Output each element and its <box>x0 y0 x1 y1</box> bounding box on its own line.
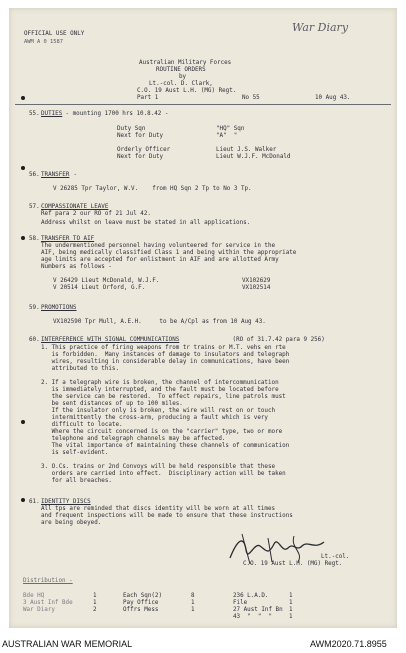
personnel-entry: V 26429 Lieut McDonald, W.J.F. <box>53 278 160 284</box>
para-line: the service can be restored. To effect repairs, line patrols must <box>41 394 286 400</box>
distribution-cell: 236 L.A.D. <box>233 593 269 599</box>
distribution-cell: 2 <box>93 607 97 613</box>
para-line: 2. If a telegraph wire is broken, the channel of intercommunication <box>41 380 279 386</box>
para-line: Where the circuit concerned is on the "carrier" type, two or more <box>41 429 283 435</box>
header-line: by <box>179 74 187 80</box>
personnel-entry: V 20514 Lieut Orford, G.F. <box>53 285 146 291</box>
item-text: and frequent inspections will be made to ensure that these instructions <box>41 513 293 519</box>
duty-value: Lieut W.J.F. McDonald <box>216 154 291 160</box>
duty-value: "A" " <box>216 133 238 139</box>
distribution-cell: 1 <box>289 607 293 613</box>
distribution-cell: 3 Aust Inf Bde <box>23 600 73 606</box>
item-text: are being obeyed. <box>41 520 102 526</box>
item-text: VX102590 Tpr Mull, A.E.H. to be A/Cpl as from 10 Aug 43. <box>53 319 266 325</box>
distribution-cell: Each Sqn(2) <box>123 593 163 599</box>
para-line: orders are carried into effect. Disciplinary action will be taken <box>41 471 286 477</box>
item-text: (RO of 31.7.42 para 9 256) <box>229 337 325 343</box>
handwritten-note: War Diary <box>292 21 349 34</box>
item-text: V 26285 Tpr Taylor, W.V. from HQ Sqn 2 Tp to No 3 Tp. <box>53 186 252 192</box>
item-number: 55. <box>29 111 40 117</box>
distribution-title: Distribution - <box>23 578 73 584</box>
item-text: - <box>70 172 78 178</box>
signatory-unit: C.O. 19 Aust L.H. (MG) Regt. <box>243 561 343 567</box>
item-number: 59. <box>29 305 40 311</box>
personnel-number: VX102514 <box>242 285 271 291</box>
header-rule <box>15 104 391 105</box>
duty-label: Duty Sqn <box>117 126 146 132</box>
distribution-cell: 1 <box>191 600 195 606</box>
item-text: Ref para 2 our RO of 21 Jul 42. <box>41 211 151 217</box>
para-line: for all breaches. <box>41 478 112 484</box>
para-line: is self-evident. <box>41 450 109 456</box>
item-title: PROMOTIONS <box>41 305 77 311</box>
document-page <box>9 8 397 628</box>
header-line: Lt.-col. D. Clark, <box>149 81 213 87</box>
item-text: Address whilst on leave must be stated in all applications. <box>41 220 251 226</box>
footer-accession: AWM2020.71.8955 <box>310 639 387 649</box>
distribution-cell: 1 <box>289 600 293 606</box>
para-line: difficult to locate. <box>41 422 123 428</box>
duty-label: Next for Duty <box>117 154 164 160</box>
item-number: 61. <box>29 499 40 505</box>
para-line: 3. O.Cs. trains or 2nd Convoys will be held responsible that these <box>41 464 276 470</box>
punch-hole <box>21 236 25 240</box>
para-line: be sent distances of up to 100 miles. <box>41 401 183 407</box>
para-line: is forbidden. Many instances of damage to insulators and telegraph <box>41 352 290 358</box>
item-title: TRANSFER TO AIF <box>41 236 95 242</box>
distribution-cell: Pay Office <box>123 600 159 606</box>
distribution-cell: 1 <box>93 600 97 606</box>
security-mark: OFFICIAL USE ONLY <box>24 31 85 37</box>
distribution-cell: War Diary <box>23 607 55 613</box>
item-text: - mounting 1700 hrs 10.8.42 - <box>62 111 169 117</box>
distribution-cell: 1 <box>289 593 293 599</box>
duty-label: Next for Duty <box>117 133 164 139</box>
punch-hole <box>21 498 25 502</box>
item-title: COMPASSIONATE LEAVE <box>41 204 109 210</box>
item-number: 56. <box>29 172 40 178</box>
para-line: telephone and telegraph channels may be affected. <box>41 436 226 442</box>
duty-label: Orderly Officer <box>117 147 171 153</box>
part-label: Part 1 <box>137 95 159 101</box>
item-text: AIF, being medically classified Class 1 and being within the appropriate <box>41 250 297 256</box>
distribution-cell: File <box>233 600 248 606</box>
order-number: No 55 <box>242 95 260 101</box>
distribution-cell: 1 <box>93 593 97 599</box>
distribution-cell: 1 <box>191 607 195 613</box>
item-number: 58. <box>29 236 40 242</box>
signatory-rank: Lt.-col. <box>321 554 350 560</box>
punch-hole <box>21 420 25 424</box>
distribution-cell: 27 Aust Inf Bn <box>233 607 283 613</box>
para-line: The vital importance of maintaining these channels of communication <box>41 443 290 449</box>
item-title: TRANSFER <box>41 172 70 178</box>
item-title: IDENTITY DISCS <box>41 499 91 505</box>
order-date: 10 Aug 43. <box>315 95 351 101</box>
item-title: INTERFERENCE WITH SIGNAL COMMUNICATIONS <box>41 337 180 343</box>
duty-value: Lieut J.S. Walker <box>216 147 277 153</box>
item-text: All tps are reminded that discs identity will be worn at all times <box>41 506 276 512</box>
header-line: C.O. 19 Aust L.H. (MG) Regt. <box>137 88 237 94</box>
distribution-cell: 8 <box>191 593 195 599</box>
distribution-cell: Offrs Mess <box>123 607 159 613</box>
punch-hole <box>21 96 25 100</box>
punch-hole <box>21 166 25 170</box>
archive-footer <box>0 636 406 653</box>
para-line: attributed to this. <box>41 366 120 372</box>
distribution-cell: 1 <box>289 614 293 620</box>
item-text: The undermentioned personnel having volunteered for service in the <box>41 243 276 249</box>
item-number: 57. <box>29 204 40 210</box>
para-line: 1. This practice of firing weapons from tr trains or M.T. vehs en rte <box>41 345 286 351</box>
item-number: 60. <box>29 337 40 343</box>
footer-institution: AUSTRALIAN WAR MEMORIAL <box>2 639 133 649</box>
item-text: age limits are accepted for enlistment in AIF and are allotted Army <box>41 257 279 263</box>
personnel-number: VX102629 <box>242 278 271 284</box>
item-title: DUTIES <box>41 111 63 117</box>
para-line: is immediately interrupted, and the fault must be located before <box>41 387 279 393</box>
para-line: wires, resulting in considerable delay in communications, have been <box>41 359 290 365</box>
duty-value: "HQ" Sqn <box>216 126 245 132</box>
header-line: Australian Military Forces <box>139 60 232 66</box>
item-text: Numbers as follows - <box>41 264 112 270</box>
distribution-cell: Bde HQ <box>23 593 45 599</box>
header-line: ROUTINE ORDERS <box>156 67 206 73</box>
para-line: intermittently the cross-arm, producing a fault which is very <box>41 415 268 421</box>
para-line: If the insulator only is broken, the wire will rest on or touch <box>41 408 276 414</box>
distribution-cell: 43 " " " <box>233 614 273 620</box>
archive-stamp: AWM A 0 1587 <box>24 39 63 45</box>
